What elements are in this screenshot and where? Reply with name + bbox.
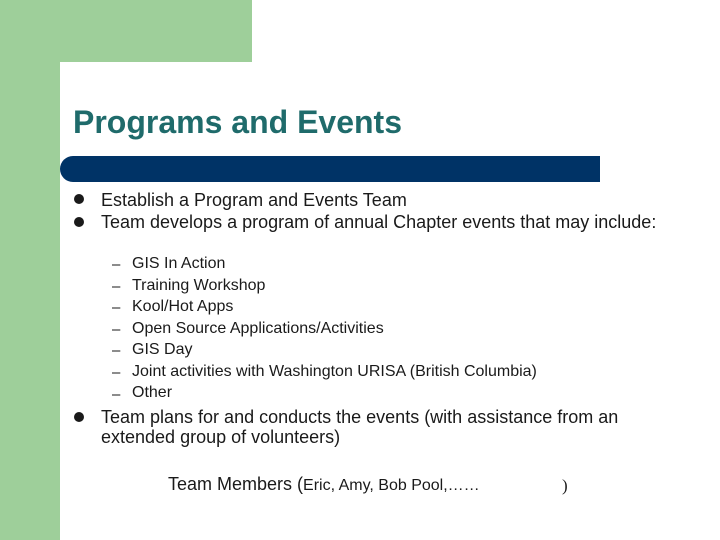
sub-bullet-dash: – [112,321,121,338]
team-members-closing-paren: ) [562,476,568,495]
decorative-green-sidebar [0,0,60,540]
sub-bullet-dash: – [112,299,121,316]
bullet-dot [74,194,84,204]
bullet-text: Team plans for and conducts the events (with assistance from an extended group of volunteers) [101,407,619,447]
sub-bullet-text: Training Workshop [132,277,266,294]
sub-bullet-text: Kool/Hot Apps [132,298,234,315]
sub-bullet-text: GIS Day [132,341,193,358]
sub-bullet-text: Joint activities with Washington URISA (British Columbia) [132,363,537,380]
team-members-line [168,474,480,495]
bullet-text: Establish a Program and Events Team [101,190,407,210]
bullet-dot [74,217,84,227]
sub-bullet-dash: – [112,364,121,381]
sub-bullet-text: Open Source Applications/Activities [132,320,384,337]
bullet-dot [74,412,84,422]
slide-title: Programs and Events [73,104,402,140]
team-members-names: Eric, Amy, Bob Pool,…… [303,477,480,494]
sub-bullet-dash: – [112,342,121,359]
sub-bullet-text: Other [132,384,173,401]
bullet-text: Team develops a program of annual Chapter events that may include: [101,212,657,232]
sub-bullet-text: GIS In Action [132,255,226,272]
title-underline-bar [60,156,600,182]
sub-bullet-dash: – [112,256,121,273]
sub-bullet-dash: – [112,278,121,295]
team-members-label: Team Members ( [168,474,304,494]
sub-bullet-dash: – [112,386,121,403]
